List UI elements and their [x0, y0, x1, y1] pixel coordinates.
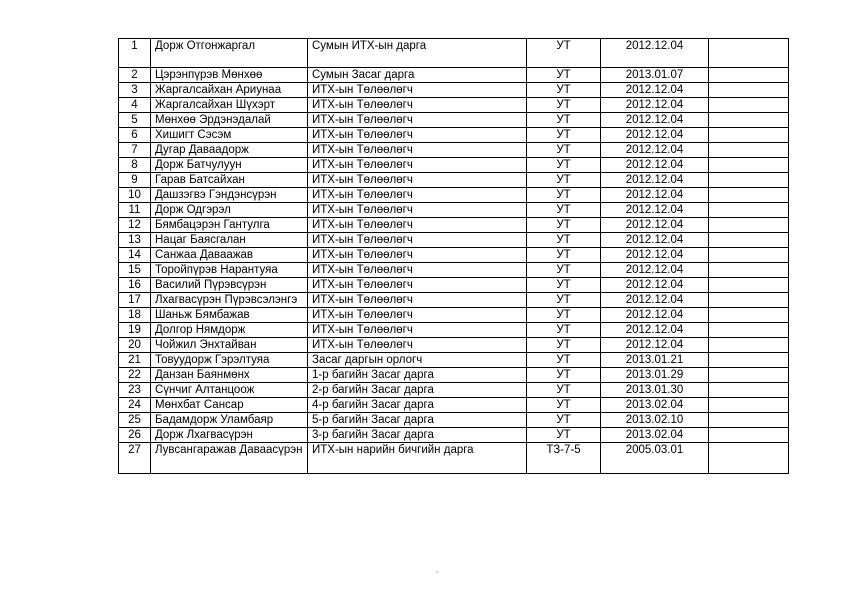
full-name-cell: Цэрэнпүрэв Мөнхөө: [151, 68, 308, 83]
appointment-date-cell: 2012.12.04: [601, 143, 709, 158]
officials-table-body: [119, 39, 789, 474]
row-number-cell: 2: [119, 68, 151, 83]
note-cell: [709, 39, 789, 68]
rank-cell: УТ: [527, 278, 601, 293]
row-number-cell: 23: [119, 383, 151, 398]
full-name-cell: Дорж Отгонжаргал: [151, 39, 308, 68]
note-cell: [709, 113, 789, 128]
rank-cell: УТ: [527, 308, 601, 323]
note-cell: [709, 278, 789, 293]
full-name-cell: Мөнхөө Эрдэнэдалай: [151, 113, 308, 128]
full-name-cell: Хишигт Сэсэм: [151, 128, 308, 143]
table-row: [119, 218, 789, 233]
rank-cell: УТ: [527, 173, 601, 188]
position-cell: 2-р багийн Засаг дарга: [308, 383, 527, 398]
row-number-cell: 17: [119, 293, 151, 308]
table-row: [119, 338, 789, 353]
full-name-cell: Бямбацэрэн Гантулга: [151, 218, 308, 233]
officials-table: [118, 38, 789, 474]
position-cell: ИТХ-ын Төлөөлөгч: [308, 173, 527, 188]
appointment-date-cell: 2005.03.01: [601, 443, 709, 474]
position-cell: ИТХ-ын Төлөөлөгч: [308, 248, 527, 263]
appointment-date-cell: 2012.12.04: [601, 113, 709, 128]
note-cell: [709, 323, 789, 338]
row-number-cell: 18: [119, 308, 151, 323]
appointment-date-cell: 2013.01.29: [601, 368, 709, 383]
rank-cell: УТ: [527, 203, 601, 218]
row-number-cell: 27: [119, 443, 151, 474]
note-cell: [709, 398, 789, 413]
scan-speck: [436, 571, 438, 573]
position-cell: ИТХ-ын Төлөөлөгч: [308, 263, 527, 278]
note-cell: [709, 248, 789, 263]
note-cell: [709, 443, 789, 474]
full-name-cell: Товуудорж Гэрэлтуяа: [151, 353, 308, 368]
full-name-cell: Василий Пүрэвсүрэн: [151, 278, 308, 293]
position-cell: ИТХ-ын Төлөөлөгч: [308, 323, 527, 338]
rank-cell: УТ: [527, 368, 601, 383]
position-cell: ИТХ-ын Төлөөлөгч: [308, 143, 527, 158]
appointment-date-cell: 2012.12.04: [601, 338, 709, 353]
appointment-date-cell: 2012.12.04: [601, 263, 709, 278]
full-name-cell: Жаргалсайхан Шүхэрт: [151, 98, 308, 113]
appointment-date-cell: 2012.12.04: [601, 278, 709, 293]
full-name-cell: Нацаг Баясгалан: [151, 233, 308, 248]
table-row: [119, 413, 789, 428]
position-cell: 4-р багийн Засаг дарга: [308, 398, 527, 413]
full-name-cell: Чойжил Энхтайван: [151, 338, 308, 353]
row-number-cell: 24: [119, 398, 151, 413]
position-cell: Засаг даргын орлогч: [308, 353, 527, 368]
appointment-date-cell: 2013.01.30: [601, 383, 709, 398]
appointment-date-cell: 2012.12.04: [601, 293, 709, 308]
position-cell: ИТХ-ын Төлөөлөгч: [308, 158, 527, 173]
rank-cell: УТ: [527, 128, 601, 143]
row-number-cell: 22: [119, 368, 151, 383]
appointment-date-cell: 2012.12.04: [601, 233, 709, 248]
rank-cell: УТ: [527, 323, 601, 338]
table-row: [119, 143, 789, 158]
note-cell: [709, 308, 789, 323]
rank-cell: УТ: [527, 383, 601, 398]
note-cell: [709, 188, 789, 203]
full-name-cell: Бадамдорж Уламбаяр: [151, 413, 308, 428]
row-number-cell: 7: [119, 143, 151, 158]
table-row: [119, 203, 789, 218]
table-row: [119, 398, 789, 413]
appointment-date-cell: 2013.01.21: [601, 353, 709, 368]
row-number-cell: 20: [119, 338, 151, 353]
note-cell: [709, 158, 789, 173]
position-cell: ИТХ-ын Төлөөлөгч: [308, 218, 527, 233]
note-cell: [709, 203, 789, 218]
row-number-cell: 26: [119, 428, 151, 443]
table-row: [119, 98, 789, 113]
rank-cell: УТ: [527, 113, 601, 128]
rank-cell: УТ: [527, 98, 601, 113]
row-number-cell: 4: [119, 98, 151, 113]
position-cell: Сумын ИТХ-ын дарга: [308, 39, 527, 68]
appointment-date-cell: 2012.12.04: [601, 83, 709, 98]
row-number-cell: 6: [119, 128, 151, 143]
note-cell: [709, 353, 789, 368]
note-cell: [709, 413, 789, 428]
position-cell: ИТХ-ын Төлөөлөгч: [308, 293, 527, 308]
rank-cell: ТЗ-7-5: [527, 443, 601, 474]
table-row: [119, 188, 789, 203]
row-number-cell: 11: [119, 203, 151, 218]
rank-cell: УТ: [527, 428, 601, 443]
table-row: [119, 128, 789, 143]
row-number-cell: 19: [119, 323, 151, 338]
row-number-cell: 8: [119, 158, 151, 173]
appointment-date-cell: 2012.12.04: [601, 173, 709, 188]
table-row: [119, 113, 789, 128]
rank-cell: УТ: [527, 293, 601, 308]
full-name-cell: Дорж Одгэрэл: [151, 203, 308, 218]
rank-cell: УТ: [527, 398, 601, 413]
appointment-date-cell: 2013.01.07: [601, 68, 709, 83]
table-row: [119, 233, 789, 248]
position-cell: 3-р багийн Засаг дарга: [308, 428, 527, 443]
full-name-cell: Санжаа Даваажав: [151, 248, 308, 263]
position-cell: Сумын Засаг дарга: [308, 68, 527, 83]
position-cell: ИТХ-ын Төлөөлөгч: [308, 338, 527, 353]
note-cell: [709, 233, 789, 248]
note-cell: [709, 83, 789, 98]
appointment-date-cell: 2012.12.04: [601, 248, 709, 263]
position-cell: 1-р багийн Засаг дарга: [308, 368, 527, 383]
full-name-cell: Лхагвасүрэн Пүрэвсэлэнгэ: [151, 293, 308, 308]
full-name-cell: Долгор Нямдорж: [151, 323, 308, 338]
rank-cell: УТ: [527, 263, 601, 278]
rank-cell: УТ: [527, 413, 601, 428]
appointment-date-cell: 2012.12.04: [601, 218, 709, 233]
appointment-date-cell: 2013.02.04: [601, 398, 709, 413]
table-row: [119, 443, 789, 474]
rank-cell: УТ: [527, 188, 601, 203]
appointment-date-cell: 2012.12.04: [601, 308, 709, 323]
position-cell: ИТХ-ын Төлөөлөгч: [308, 128, 527, 143]
note-cell: [709, 173, 789, 188]
position-cell: ИТХ-ын Төлөөлөгч: [308, 278, 527, 293]
table-row: [119, 278, 789, 293]
rank-cell: УТ: [527, 233, 601, 248]
row-number-cell: 3: [119, 83, 151, 98]
position-cell: ИТХ-ын Төлөөлөгч: [308, 308, 527, 323]
position-cell: ИТХ-ын Төлөөлөгч: [308, 113, 527, 128]
table-row: [119, 383, 789, 398]
table-row: [119, 173, 789, 188]
note-cell: [709, 368, 789, 383]
row-number-cell: 16: [119, 278, 151, 293]
row-number-cell: 12: [119, 218, 151, 233]
note-cell: [709, 143, 789, 158]
note-cell: [709, 218, 789, 233]
table-row: [119, 323, 789, 338]
position-cell: ИТХ-ын нарийн бичгийн дарга: [308, 443, 527, 474]
full-name-cell: Дугар Даваадорж: [151, 143, 308, 158]
note-cell: [709, 383, 789, 398]
appointment-date-cell: 2012.12.04: [601, 158, 709, 173]
rank-cell: УТ: [527, 39, 601, 68]
row-number-cell: 10: [119, 188, 151, 203]
appointment-date-cell: 2012.12.04: [601, 188, 709, 203]
table-row: [119, 263, 789, 278]
rank-cell: УТ: [527, 68, 601, 83]
row-number-cell: 15: [119, 263, 151, 278]
row-number-cell: 25: [119, 413, 151, 428]
row-number-cell: 1: [119, 39, 151, 68]
position-cell: ИТХ-ын Төлөөлөгч: [308, 98, 527, 113]
position-cell: ИТХ-ын Төлөөлөгч: [308, 203, 527, 218]
full-name-cell: Торойпүрэв Нарантуяа: [151, 263, 308, 278]
note-cell: [709, 428, 789, 443]
appointment-date-cell: 2012.12.04: [601, 98, 709, 113]
appointment-date-cell: 2012.12.04: [601, 39, 709, 68]
table-row: [119, 68, 789, 83]
note-cell: [709, 98, 789, 113]
appointment-date-cell: 2012.12.04: [601, 128, 709, 143]
rank-cell: УТ: [527, 83, 601, 98]
appointment-date-cell: 2013.02.10: [601, 413, 709, 428]
rank-cell: УТ: [527, 218, 601, 233]
full-name-cell: Мөнхбат Сансар: [151, 398, 308, 413]
full-name-cell: Данзан Баянмөнх: [151, 368, 308, 383]
row-number-cell: 5: [119, 113, 151, 128]
table-row: [119, 39, 789, 68]
row-number-cell: 9: [119, 173, 151, 188]
table-row: [119, 248, 789, 263]
table-row: [119, 158, 789, 173]
full-name-cell: Сүнчиг Алтанцоож: [151, 383, 308, 398]
table-row: [119, 83, 789, 98]
table-row: [119, 368, 789, 383]
full-name-cell: Лувсангаражав Даваасүрэн: [151, 443, 308, 474]
table-row: [119, 428, 789, 443]
table-row: [119, 293, 789, 308]
full-name-cell: Жаргалсайхан Ариунаа: [151, 83, 308, 98]
note-cell: [709, 128, 789, 143]
rank-cell: УТ: [527, 353, 601, 368]
full-name-cell: Гарав Батсайхан: [151, 173, 308, 188]
appointment-date-cell: 2013.02.04: [601, 428, 709, 443]
position-cell: 5-р багийн Засаг дарга: [308, 413, 527, 428]
full-name-cell: Дорж Батчулуун: [151, 158, 308, 173]
full-name-cell: Дорж Лхагвасүрэн: [151, 428, 308, 443]
row-number-cell: 14: [119, 248, 151, 263]
appointment-date-cell: 2012.12.04: [601, 323, 709, 338]
full-name-cell: Шаньж Бямбажав: [151, 308, 308, 323]
rank-cell: УТ: [527, 143, 601, 158]
position-cell: ИТХ-ын Төлөөлөгч: [308, 233, 527, 248]
note-cell: [709, 293, 789, 308]
appointment-date-cell: 2012.12.04: [601, 203, 709, 218]
rank-cell: УТ: [527, 248, 601, 263]
full-name-cell: Дашзэгвэ Гэндэнсүрэн: [151, 188, 308, 203]
table-row: [119, 308, 789, 323]
row-number-cell: 13: [119, 233, 151, 248]
note-cell: [709, 68, 789, 83]
rank-cell: УТ: [527, 158, 601, 173]
note-cell: [709, 338, 789, 353]
position-cell: ИТХ-ын Төлөөлөгч: [308, 188, 527, 203]
table-row: [119, 353, 789, 368]
position-cell: ИТХ-ын Төлөөлөгч: [308, 83, 527, 98]
rank-cell: УТ: [527, 338, 601, 353]
row-number-cell: 21: [119, 353, 151, 368]
note-cell: [709, 263, 789, 278]
